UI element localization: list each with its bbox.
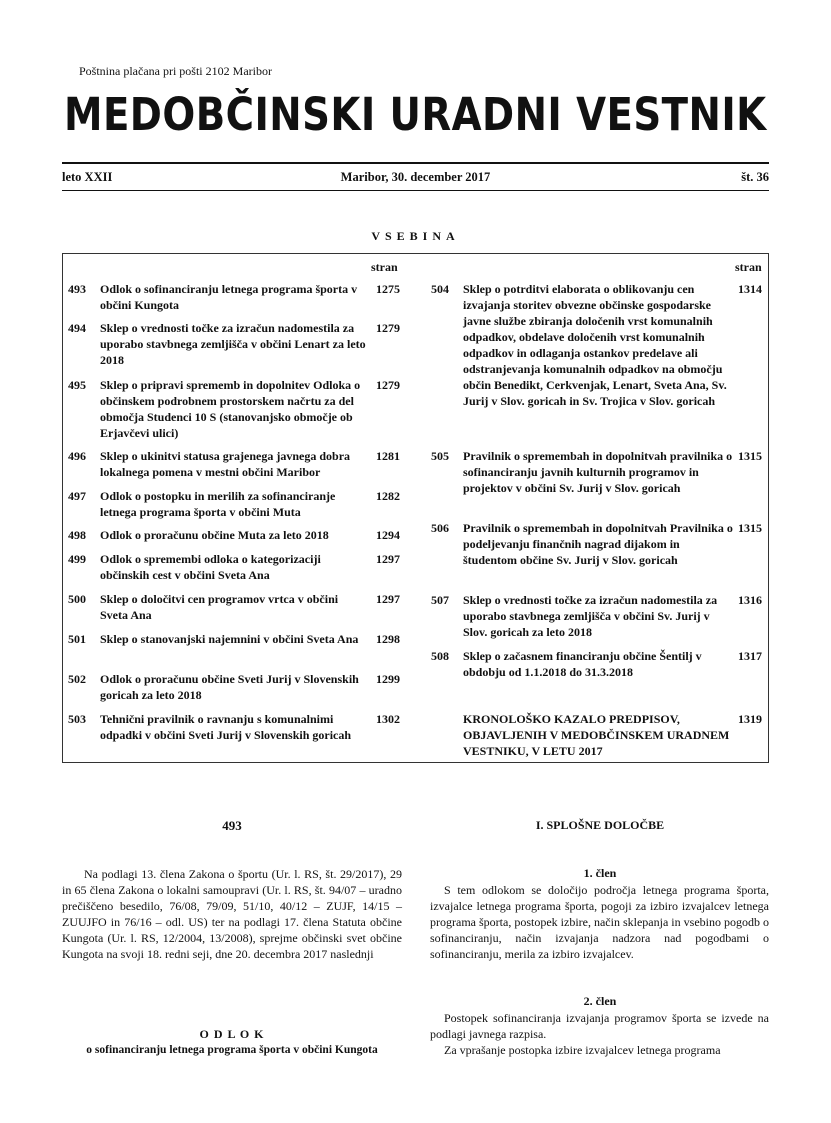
toc-entry-page: 1297: [376, 552, 400, 566]
toc-entry-number: 506: [431, 521, 449, 535]
issue-year: leto XXII: [62, 170, 113, 184]
art1-text: S tem odlokom se določijo področja letnega programa športa, izvajalce letnega programa športa, pogoji za izbiro izvajalcev letnega programa športa, postopek izbire, način sklepanja in vsebino pogodb o sofinanciranju, način izvajanja nadzora nad pogodbami o sofinanciranju, merila za izbiro izvajalcev.: [430, 883, 769, 961]
toc-entry-page: 1281: [376, 449, 400, 463]
art1-heading: 1. člen: [583, 866, 617, 880]
toc-title: VSEBINA: [371, 229, 460, 243]
toc-entry: [68, 488, 402, 519]
toc-entry-page: 1299: [376, 672, 400, 686]
toc-entry-title: Pravilnik o spremembah in dopolnitvah pravilnika o sofinanciranju javnih kulturnih programov in projektov v občini Sv. Jurij v Slov. goricah: [463, 449, 733, 495]
toc-entry-title: Sklep o vrednosti točke za izračun nadomestila za uporabo stavbnega zemljišča v občini Lenart za leto 2018: [100, 321, 366, 367]
toc-entry: [68, 320, 402, 367]
toc-entry-title: Odlok o sofinanciranju letnega programa športa v občini Kungota: [100, 282, 358, 312]
toc-entry: [431, 448, 764, 495]
toc-entry-title: Sklep o stanovanjski najemnini v občini Sveta Ana: [100, 632, 359, 646]
art2-text-continued: Za vprašanje postopka izbire izvajalcev letnega programa: [444, 1043, 721, 1057]
toc-entry-page: 1279: [376, 321, 400, 335]
toc-entry: [431, 520, 764, 567]
toc-entry: [431, 592, 764, 639]
toc-entry-title: Odlok o spremembi odloka o kategorizaciji občinskih cest v občini Sveta Ana: [100, 552, 321, 582]
toc-page-label-right: stran: [735, 260, 762, 274]
toc-entry: [431, 711, 764, 758]
header-rule-bottom: [62, 190, 769, 191]
document-type: O D L O K: [199, 1027, 265, 1041]
toc-entry-title: Pravilnik o spremembah in dopolnitvah Pravilnika o podeljevanju finančnih nagrad dijakom in študentom občine Sv. Jurij v Slov. goricah: [463, 521, 733, 567]
toc-entry: [68, 671, 402, 702]
header-rule-top: [62, 162, 769, 164]
toc-entry-page: 1317: [738, 649, 762, 663]
toc-entry: [68, 527, 402, 543]
toc-entry-title: Sklep o potrditvi elaborata o oblikovanju cen izvajanja storitev obvezne občinske gospodarske javne službe zbiranja določenih vrst komunalnih odpadkov, obdelave določenih vrst komunalnih odpadkov in odlaganja ostankov predelave ali odstranjevanja komunalnih odpadkov na območju občin Benedikt, Cerkvenjak, Lenart, Sveta Ana, Sv. Jurij v Slov. goricah in Sv. Trojica v Slov. goricah: [463, 282, 727, 408]
toc-entry-title: Odlok o proračunu občine Muta za leto 2018: [100, 528, 329, 542]
toc-entry-number: 498: [68, 528, 86, 542]
toc-entry-title: Sklep o določitvi cen programov vrtca v občini Sveta Ana: [100, 592, 339, 622]
toc-entry: [431, 281, 764, 408]
postal-note: Poštnina plačana pri pošti 2102 Maribor: [79, 64, 272, 78]
toc-entry: [68, 551, 402, 582]
toc-entry-number: 496: [68, 449, 86, 463]
toc-entry: [68, 377, 402, 440]
toc-entry-page: 1297: [376, 592, 400, 606]
toc-entry-page: 1275: [376, 282, 400, 296]
toc-entry: [431, 648, 764, 679]
toc-entry: [68, 591, 402, 622]
article-number: 493: [222, 818, 242, 833]
toc-entry-number: 500: [68, 592, 86, 606]
toc-entry-page: 1314: [738, 282, 762, 296]
toc-entry-page: 1279: [376, 378, 400, 392]
toc-entry-page: 1316: [738, 593, 762, 607]
toc-entry-number: 495: [68, 378, 86, 392]
toc-entry-number: 493: [68, 282, 86, 296]
toc-entry-title: Sklep o pripravi sprememb in dopolnitev Odloka o občinskem podrobnem prostorskem načrtu za del območja Studenci 10 S (stanovanjsko območje ob Erjavčevi ulici): [100, 378, 361, 440]
toc-entry-page: 1315: [738, 521, 762, 535]
art2-heading: 2. člen: [583, 994, 617, 1008]
toc-page-label-left: stran: [371, 260, 398, 274]
toc-entry-title: Odlok o proračunu občine Sveti Jurij v Slovenskih goricah za leto 2018: [100, 672, 359, 702]
toc-entry-page: 1319: [738, 712, 762, 726]
article-intro: Na podlagi 13. člena Zakona o športu (Ur. l. RS, št. 29/2017), 29 in 65 člena Zakona o lokalni samoupravi (Ur. l. RS, št. 94/07 – uradno prečiščeno besedilo, 76/08, 79/09, 51/10, 40/12 – ZUJF, 14/15 – ZUUJFO in 76/16 – odl. US) ter na podlagi 17. člena Statuta občine Kungota (Ur. l. RS, 12/2004, 13/2008), sprejme občinski svet občine Kungota na svoji 18. redni seji, dne 20. decembra 2017 naslednji: [62, 867, 402, 961]
toc-entry-number: 505: [431, 449, 449, 463]
toc-entry: [68, 711, 402, 742]
toc-entry-page: 1282: [376, 489, 400, 503]
toc-entry-number: 503: [68, 712, 86, 726]
toc-entry-title: KRONOLOŠKO KAZALO PREDPISOV, OBJAVLJENIH V MEDOBČINSKEM URADNEM VESTNIKU, V LETU 2017: [463, 712, 730, 758]
toc-entry-page: 1315: [738, 449, 762, 463]
toc-entry: [68, 281, 402, 312]
issue-place-date: Maribor, 30. december 2017: [340, 170, 491, 184]
toc-entry-number: 494: [68, 321, 86, 335]
document-title: o sofinanciranju letnega programa športa v občini Kungota: [86, 1044, 378, 1056]
toc-entry-number: 508: [431, 649, 449, 663]
toc-entry-title: Sklep o vrednosti točke za izračun nadomestila za uporabo stavbnega zemljišča v občini Sv. Jurij v Slov. goricah za leto 2018: [463, 593, 718, 639]
section-heading: I. SPLOŠNE DOLOČBE: [535, 818, 665, 832]
toc-entry-page: 1294: [376, 528, 400, 542]
toc-entry: [68, 631, 402, 647]
masthead-title: MEDOBČINSKI URADNI VESTNIK: [64, 88, 767, 141]
issue-number: št. 36: [741, 170, 769, 184]
toc-entry-number: 504: [431, 282, 449, 296]
toc-entry-title: Sklep o začasnem financiranju občine Šentilj v obdobju od 1.1.2018 do 31.3.2018: [463, 649, 702, 679]
toc-entry-title: Sklep o ukinitvi statusa grajenega javnega dobra lokalnega pomena v mestni občini Maribor: [100, 449, 351, 479]
toc-entry-number: 502: [68, 672, 86, 686]
toc-entry-page: 1302: [376, 712, 400, 726]
art2-text: Postopek sofinanciranja izvajanja programov športa se izvede na podlagi javnega razpisa.: [430, 1011, 769, 1041]
toc-entry-title: Odlok o postopku in merilih za sofinanciranje letnega programa športa v občini Muta: [100, 489, 336, 519]
toc-entry-title: Tehnični pravilnik o ravnanju s komunalnimi odpadki v občini Sveti Jurij v Slovenskih goricah: [100, 712, 352, 742]
toc-entry-number: 501: [68, 632, 86, 646]
toc-entry-number: 499: [68, 552, 86, 566]
toc-entry: [68, 448, 402, 479]
toc-entry-number: 507: [431, 593, 449, 607]
toc-entry-number: 497: [68, 489, 86, 503]
toc-entry-page: 1298: [376, 632, 400, 646]
